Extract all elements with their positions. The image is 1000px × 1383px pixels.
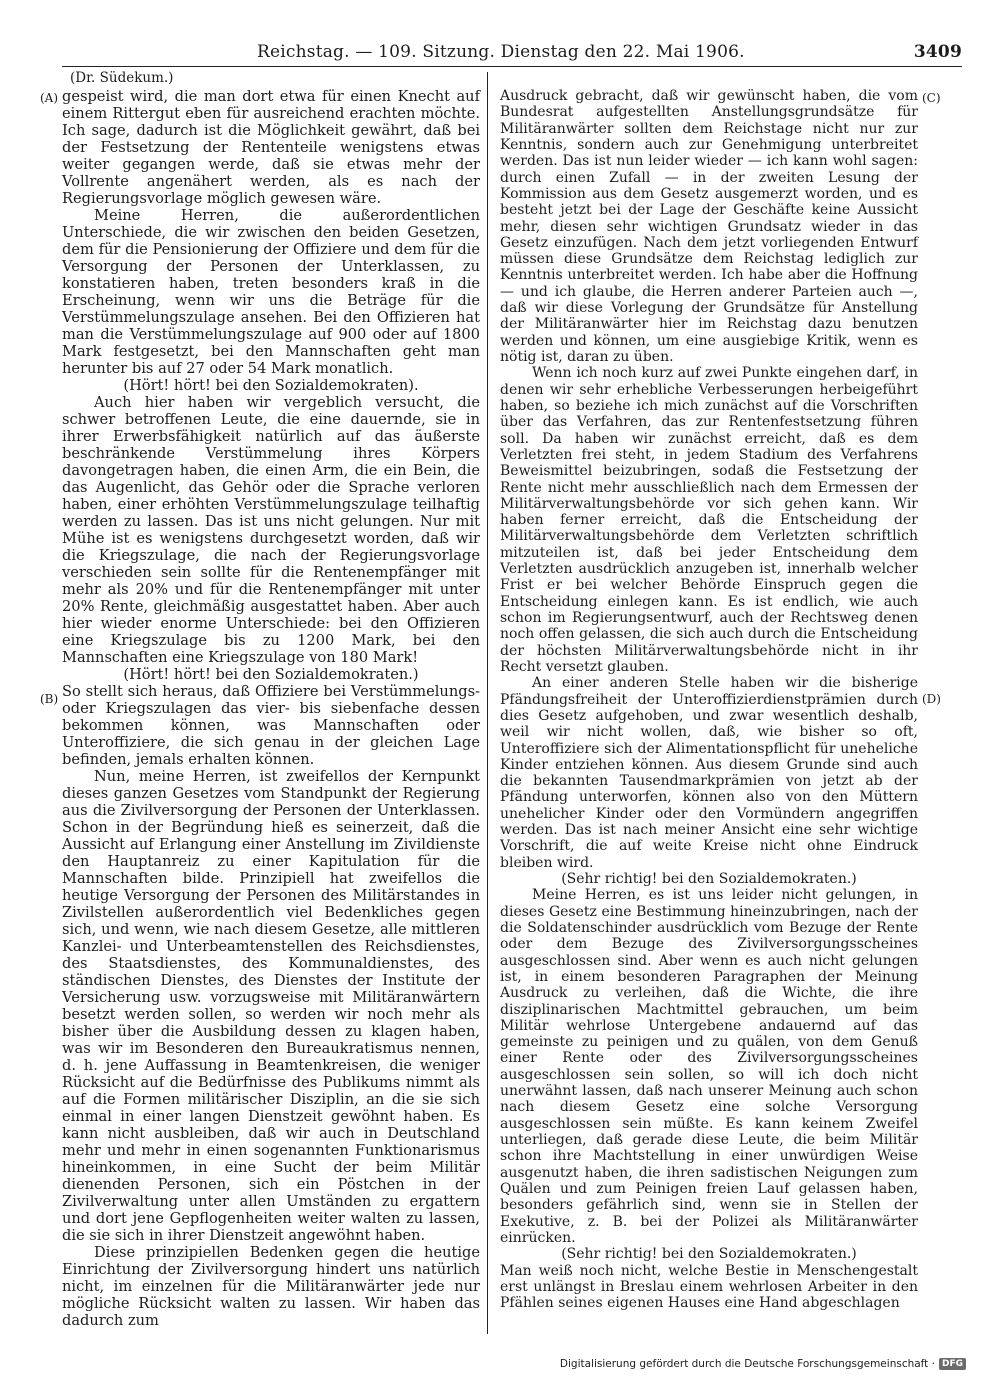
paragraph: Meine Herren, es ist uns leider nicht gelungen, in dieses Gesetz eine Bestimmung hineinzubringen, nach der die Soldatenschinder ausdrücklich vom Bezuge der Rente oder dem Bezuge des Zivilversorgungsscheines ausgeschlossen sind. Aber wenn es auch nicht gelungen ist, in einem besonderen Paragraphen der Meinung Ausdruck zu verleihen, daß die Wichte, die ihre disziplinarischen Machtmittel gebrauchen, um beim Militär wehrlose Untergebene andauernd auf das gemeinste zu peinigen und zu quälen, von dem Genuß einer Rente oder des Zivilversorgungsscheines ausgeschlossen sein sollen, so will ich doch nicht unerwähnt lassen, daß nach unserer Meinung auch schon nach diesem Gesetz eine solche Versorgung ausgeschlossen sein müßte. Es kann keinem Zweifel unterliegen, daß gerade diese Leute, die beim Militär schon ihre Machtstellung in einer unwürdigen Weise ausgenutzt haben, die ihren sadistischen Neigungen zum Quälen und zum Peinigen freien Lauf gelassen haben, besonders gefährlich sind, wenn sie in Stellen der Exekutive, z. B. bei der Polizei als Militäranwärter einrücken. <box>500 887 918 1246</box>
margin-marker-d: (D) <box>922 692 941 706</box>
paragraph: Meine Herren, die außerordentlichen Unterschiede, die wir zwischen den beiden Gesetzen, dem für die Pensionierung der Offiziere und dem für die Versorgung der Personen der Unterklassen, zu konstatieren haben, treten besonders kraß in die Erscheinung, wenn wir uns die Beträge für die Verstümmelungszulage ansehen. Bei den Offizieren hat man die Verstümmelungszulage auf 900 oder auf 1800 Mark festgesetzt, bei den Mannschaften geht man herunter bis auf 27 oder 54 Mark monatlich. <box>62 207 480 377</box>
column-divider <box>487 72 488 1334</box>
page-header <box>62 40 962 68</box>
paragraph: Wenn ich noch kurz auf zwei Punkte eingehen darf, in denen wir sehr erhebliche Verbesserungen herbeigeführt haben, so beziehe ich mich zunächst auf die Vorschriften über das Verfahren, das zur Rentenfestsetzung führen soll. Da haben wir zunächst erreicht, daß es dem Verletzten frei steht, in jedem Stadium des Verfahrens Beweismittel beizubringen, sodaß die Festsetzung der Rente nicht mehr ausschließlich nach dem Ermessen der Militärverwaltungsbehörde vor sich gehen kann. Wir haben ferner erreicht, daß die Entscheidung der Militärverwaltungsbehörde dem Verletzten schriftlich mitzuteilen ist, daß bei jeder Entscheidung dem Verletzten ausdrücklich anzugeben ist, innerhalb welcher Frist er bei welcher Behörde Einspruch gegen die Entscheidung einlegen kann. Es ist endlich, wie auch schon im Regierungsentwurf, auch der Rechtsweg denen noch offen gelassen, die sich auch durch die Entscheidung der höchsten Militärverwaltungsbehörde nicht in ihr Recht versetzt glauben. <box>500 365 918 675</box>
paragraph: Diese prinzipiellen Bedenken gegen die heutige Einrichtung der Zivilversorgung hindert uns natürlich nicht, im einzelnen für die Militäranwärter jede nur mögliche Rücksicht walten zu lassen. Wir haben das dadurch zum <box>62 1244 480 1329</box>
paragraph: gespeist wird, die man dort etwa für einen Knecht auf einem Rittergut eben für ausreichend erachten möchte. Ich sage, dadurch ist die Möglichkeit gewährt, daß bei der Festsetzung der Rententeile wenigstens etwas weiter gegangen werde, daß sie etwas mehr der Vollrente angenähert werden, als es nach der Regierungsvorlage möglich gewesen wäre. <box>62 88 480 207</box>
paragraph: Auch hier haben wir vergeblich versucht, die schwer betroffenen Leute, die eine dauernde, sie in ihrer Erwerbsfähigkeit natürlich auf das äußerste beschränkende Verstümmelung ihres Körpers davongetragen haben, die einen Arm, die ein Bein, die das Augenlicht, das Gehör oder die Sprache verloren haben, einer erhöhten Verstümmelungszulage teilhaftig werden zu lassen. Das ist uns nicht gelungen. Nur mit Mühe ist es wenigstens durchgesetzt worden, daß wir die Kriegszulage, die nach der Regierungsvorlage verschieden sein sollte für die Rentenempfänger mit mehr als 20% und für die Rentenempfänger mit unter 20% Rente, gleichmäßig ausgestattet haben. Aber auch hier wieder enorme Unterschiede: bei den Offizieren eine Kriegszulage bis zu 1200 Mark, bei den Mannschaften eine Kriegszulage von 180 Mark! <box>62 394 480 666</box>
interjection: (Sehr richtig! bei den Sozialdemokraten.) <box>561 1246 857 1263</box>
paragraph: So stellt sich heraus, daß Offiziere bei Verstümmelungs- oder Kriegszulagen das vier- bis siebenfache dessen bekommen können, was Mannschaften oder Unteroffiziere, die sich genau in der gleichen Lage befinden, jemals erhalten können. <box>62 683 480 768</box>
interjection: (Hört! hört! bei den Sozialdemokraten.) <box>123 666 419 683</box>
interjection: (Sehr richtig! bei den Sozialdemokraten.) <box>561 871 857 887</box>
margin-marker-b: (B) <box>40 692 59 706</box>
running-title: Reichstag. — 109. Sitzung. Dienstag den 22. Mai 1906. <box>257 42 745 62</box>
margin-marker-a: (A) <box>40 91 59 105</box>
left-column <box>62 88 480 1329</box>
right-column <box>500 88 918 1311</box>
interjection: (Hört! hört! bei den Sozialdemokraten). <box>123 377 419 394</box>
margin-marker-c: (C) <box>922 91 941 105</box>
page-number: 3409 <box>913 42 962 62</box>
paragraph: Nun, meine Herren, ist zweifellos der Kernpunkt dieses ganzen Gesetzes vom Standpunkt der Regierung aus die Zivilversorgung der Personen der Unterklassen. Schon in der Begründung hieß es seinerzeit, daß die Aussicht auf Erlangung einer Anstellung im Zivildienste den Hauptanreiz zu einer Kapitulation für die Mannschaften bilde. Prinzipiell hat zweifellos die heutige Versorgung der Personen des Militärstandes in Zivilstellen außerordentlich viel Bedenkliches gegen sich, und wenn, wie nach diesem Gesetze, alle mittleren Kanzlei- und Unterbeamtenstellen des Reichsdienstes, des Staatsdienstes, des Kommunaldienstes, des ständischen Dienstes, des Dienstes der Institute der Versicherung usw. vorzugsweise mit Militäranwärtern besetzt werden sollen, so werden wir noch mehr als bisher über die Ausbildung dessen zu klagen haben, was wir im Besonderen den Bureaukratismus nennen, d. h. jene Auffassung in Beamtenkreisen, die weniger Rücksicht auf die Bedürfnisse des Publikums nimmt als auf die Formen militärischer Disziplin, an die sie sich einmal in einer langen Dienstzeit gewöhnt haben. Es kann nicht ausbleiben, daß wir auch in Deutschland mehr und mehr in einen sogenannten Funktionarismus hineinkommen, in eine Sucht der beim Militär dienenden Personen, sich ein Pöstchen in der Zivilverwaltung unter allen Umständen zu ergattern und dort jene Gepflogenheiten weiter walten zu lassen, die sie sich in ihrer Dienstzeit angewöhnt haben. <box>62 768 480 1244</box>
paragraph: Ausdruck gebracht, daß wir gewünscht haben, die vom Bundesrat aufgestellten Anstellungsgrundsätze für Militäranwärter sollten dem Reichstage nicht nur zur Kenntnis, sondern auch zur Genehmigung unterbreitet werden. Das ist nun leider wieder — ich kann wohl sagen: durch einen Zufall — in der zweiten Lesung der Kommission aus dem Gesetz ausgemerzt worden, und es besteht jetzt bei der Lage der Geschäfte keine Aussicht mehr, diesen sehr wichtigen Grundsatz wieder in das Gesetz einzufügen. Nach dem jetzt vorliegenden Entwurf müssen diese Grundsätze dem Reichstag lediglich zur Kenntnis unterbreitet werden. Ich habe aber die Hoffnung — und ich glaube, die Herren anderer Parteien auch —, daß wir diese Vorlegung der Grundsätze für Anstellung der Militäranwärter hier im Reichstag dazu benutzen werden und können, um eine ausgiebige Kritik, wenn es nötig ist, daran zu üben. <box>500 88 918 365</box>
header-rule <box>62 66 962 67</box>
speaker-label: (Dr. Südekum.) <box>70 70 174 86</box>
footer-text: Digitalisierung gefördert durch die Deutsche Forschungsgemeinschaft · <box>559 1358 935 1370</box>
footer <box>560 1358 966 1370</box>
paragraph: An einer anderen Stelle haben wir die bisherige Pfändungsfreiheit der Unteroffizierdienstprämien durch dies Gesetz aufgehoben, und zwar wesentlich deshalb, weil wir nicht wollen, daß, wie bisher so oft, Unteroffiziere sich der Alimentationspflicht für uneheliche Kinder entziehen können. Aus diesem Grunde sind auch die bekannten Tausendmarkprämien von jetzt ab der Pfändung unterworfen, können also von den Müttern unehelicher Kinder oder den Vormündern angegriffen werden. Das ist nach meiner Ansicht eine sehr wichtige Vorschrift, die auf weite Kreise nicht ohne Eindruck bleiben wird. <box>500 675 918 871</box>
paragraph: Man weiß noch nicht, welche Bestie in Menschengestalt erst unlängst in Breslau einem wehrlosen Arbeiter in den Pfählen seines eigenen Hauses eine Hand abgeschlagen <box>500 1262 918 1312</box>
dfg-logo: DFG <box>939 1358 966 1370</box>
